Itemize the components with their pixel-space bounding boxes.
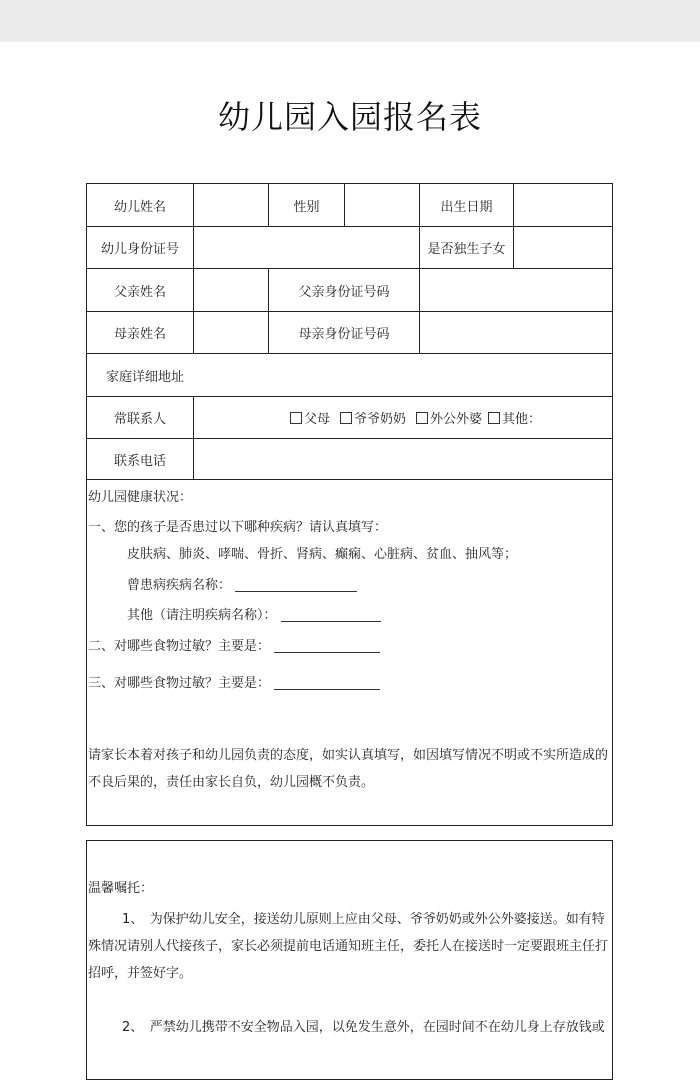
allergy-row-1 [88,635,380,654]
tips-heading: 温馨嘱托： [88,881,154,896]
contact-label: 常联系人 [87,397,194,439]
allergy-question-2: 三、对哪些食物过敏？主要是： [88,676,271,691]
child-id-field[interactable] [194,227,420,269]
only-child-label: 是否独生子女 [420,227,514,269]
past-disease-field[interactable] [235,577,357,592]
gender-field[interactable] [345,184,420,227]
top-bar [0,0,700,42]
phone-field[interactable] [194,439,612,479]
mother-name-label: 母亲姓名 [87,312,194,354]
address-row[interactable] [87,354,612,397]
contact-option-other[interactable]: 其他： [488,408,541,427]
page-title: 幼儿园入园报名表 [217,98,482,136]
checkbox-icon[interactable] [290,412,302,424]
tip-item-2: 2、 严禁幼儿携带不安全物品入园，以免发生意外，在园时间不在幼儿身上存放钱或 [122,1020,605,1035]
health-heading: 幼儿园健康状况： [88,490,193,505]
allergy-row-2 [88,672,380,691]
checkbox-icon[interactable] [340,412,352,424]
child-name-label: 幼儿姓名 [87,184,194,227]
tip-item-1: 1、 为保护幼儿安全，接送幼儿原则上应由父母、爷爷奶奶或外公外婆接送。如有特殊情况请别人代接孩子，家长必须提前电话通知班主任，委托人在接送时一定要跟班主任打招呼，并签好字。 [88,912,609,981]
gender-label: 性别 [269,184,345,227]
other-disease-row [127,604,381,623]
registration-table [86,183,613,480]
allergy-question-1: 二、对哪些食物过敏？主要是： [88,639,271,654]
father-name-label: 父亲姓名 [87,269,194,312]
disclaimer: 请家长本着对孩子和幼儿园负责的态度，如实认真填写，如因填写情况不明或不实所造成的不良后果的，责任由家长自负，幼儿园概不负责。 [88,748,609,790]
past-disease-row [127,574,357,593]
mother-id-label: 母亲身份证号码 [269,312,420,354]
birth-date-label: 出生日期 [420,184,514,227]
disease-list: 皮肤病、肺炎、哮喘、骨折、肾病、癫痫、心脏病、贫血、抽风等； [127,547,518,562]
mother-name-field[interactable] [194,312,269,354]
contact-option-grandparents-maternal[interactable]: 外公外婆 [416,408,482,427]
child-name-field[interactable] [194,184,269,227]
birth-date-field[interactable] [514,184,612,227]
checkbox-icon[interactable] [416,412,428,424]
allergy-field-1[interactable] [274,638,380,653]
checkbox-icon[interactable] [488,412,500,424]
address-label: 家庭详细地址 [106,369,185,385]
other-disease-label: 其他（请注明疾病名称）： [127,608,277,623]
health-question-1: 一、您的孩子是否患过以下哪种疾病？请认真填写： [88,520,388,535]
father-id-field[interactable] [420,269,612,312]
contact-option-parents[interactable]: 父母 [290,408,330,427]
allergy-field-2[interactable] [274,675,380,690]
father-name-field[interactable] [194,269,269,312]
only-child-field[interactable] [514,227,612,269]
contact-option-grandparents-paternal[interactable]: 爷爷奶奶 [340,408,406,427]
other-disease-field[interactable] [281,607,381,622]
mother-id-field[interactable] [420,312,612,354]
health-section [86,480,613,826]
tips-section [86,840,613,1080]
past-disease-label: 曾患病疾病名称： [127,578,232,593]
father-id-label: 父亲身份证号码 [269,269,420,312]
contact-options [194,397,612,439]
child-id-label: 幼儿身份证号 [87,227,194,269]
phone-label: 联系电话 [87,439,194,479]
